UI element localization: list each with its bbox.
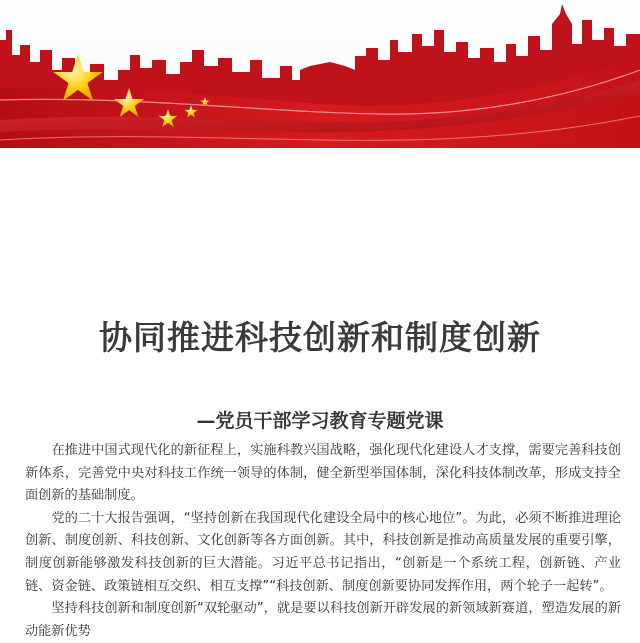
document-subtitle: —党员干部学习教育专题党课 xyxy=(196,410,444,432)
paragraph: 党的二十大报告强调，“坚持创新在我国现代化建设全局中的核心地位”。为此，必须不断推进理论创新、制度创新、科技创新、文化创新等各方面创新。其中，科技创新是推动高质量发展的重要引擎，制度创新能够激发科技创新的巨大潜能。习近平总书记指出，“创新是一个系统工程，创新链、产业链、资金链、政策链相互交织、相互支撑”“科技创新、制度创新要协同发挥作用，两个轮子一起转”。 xyxy=(25,510,621,594)
paragraph: 坚持科技创新和制度创新“双轮驱动”，就是要以科技创新开辟发展的新领域新赛道，塑造发展的新动能新优势 xyxy=(25,601,621,639)
document-title: 协同推进科技创新和制度创新 xyxy=(99,318,541,357)
paragraph: 在推进中国式现代化的新征程上，实施科教兴国战略，强化现代化建设人才支撑，需要完善科技创新体系，完善党中央对科技工作统一领导的体制，健全新型举国体制，深化科技体制改革，形成支持全面创新的基础制度。 xyxy=(25,443,621,504)
banner xyxy=(0,0,640,148)
document-body xyxy=(25,440,621,643)
